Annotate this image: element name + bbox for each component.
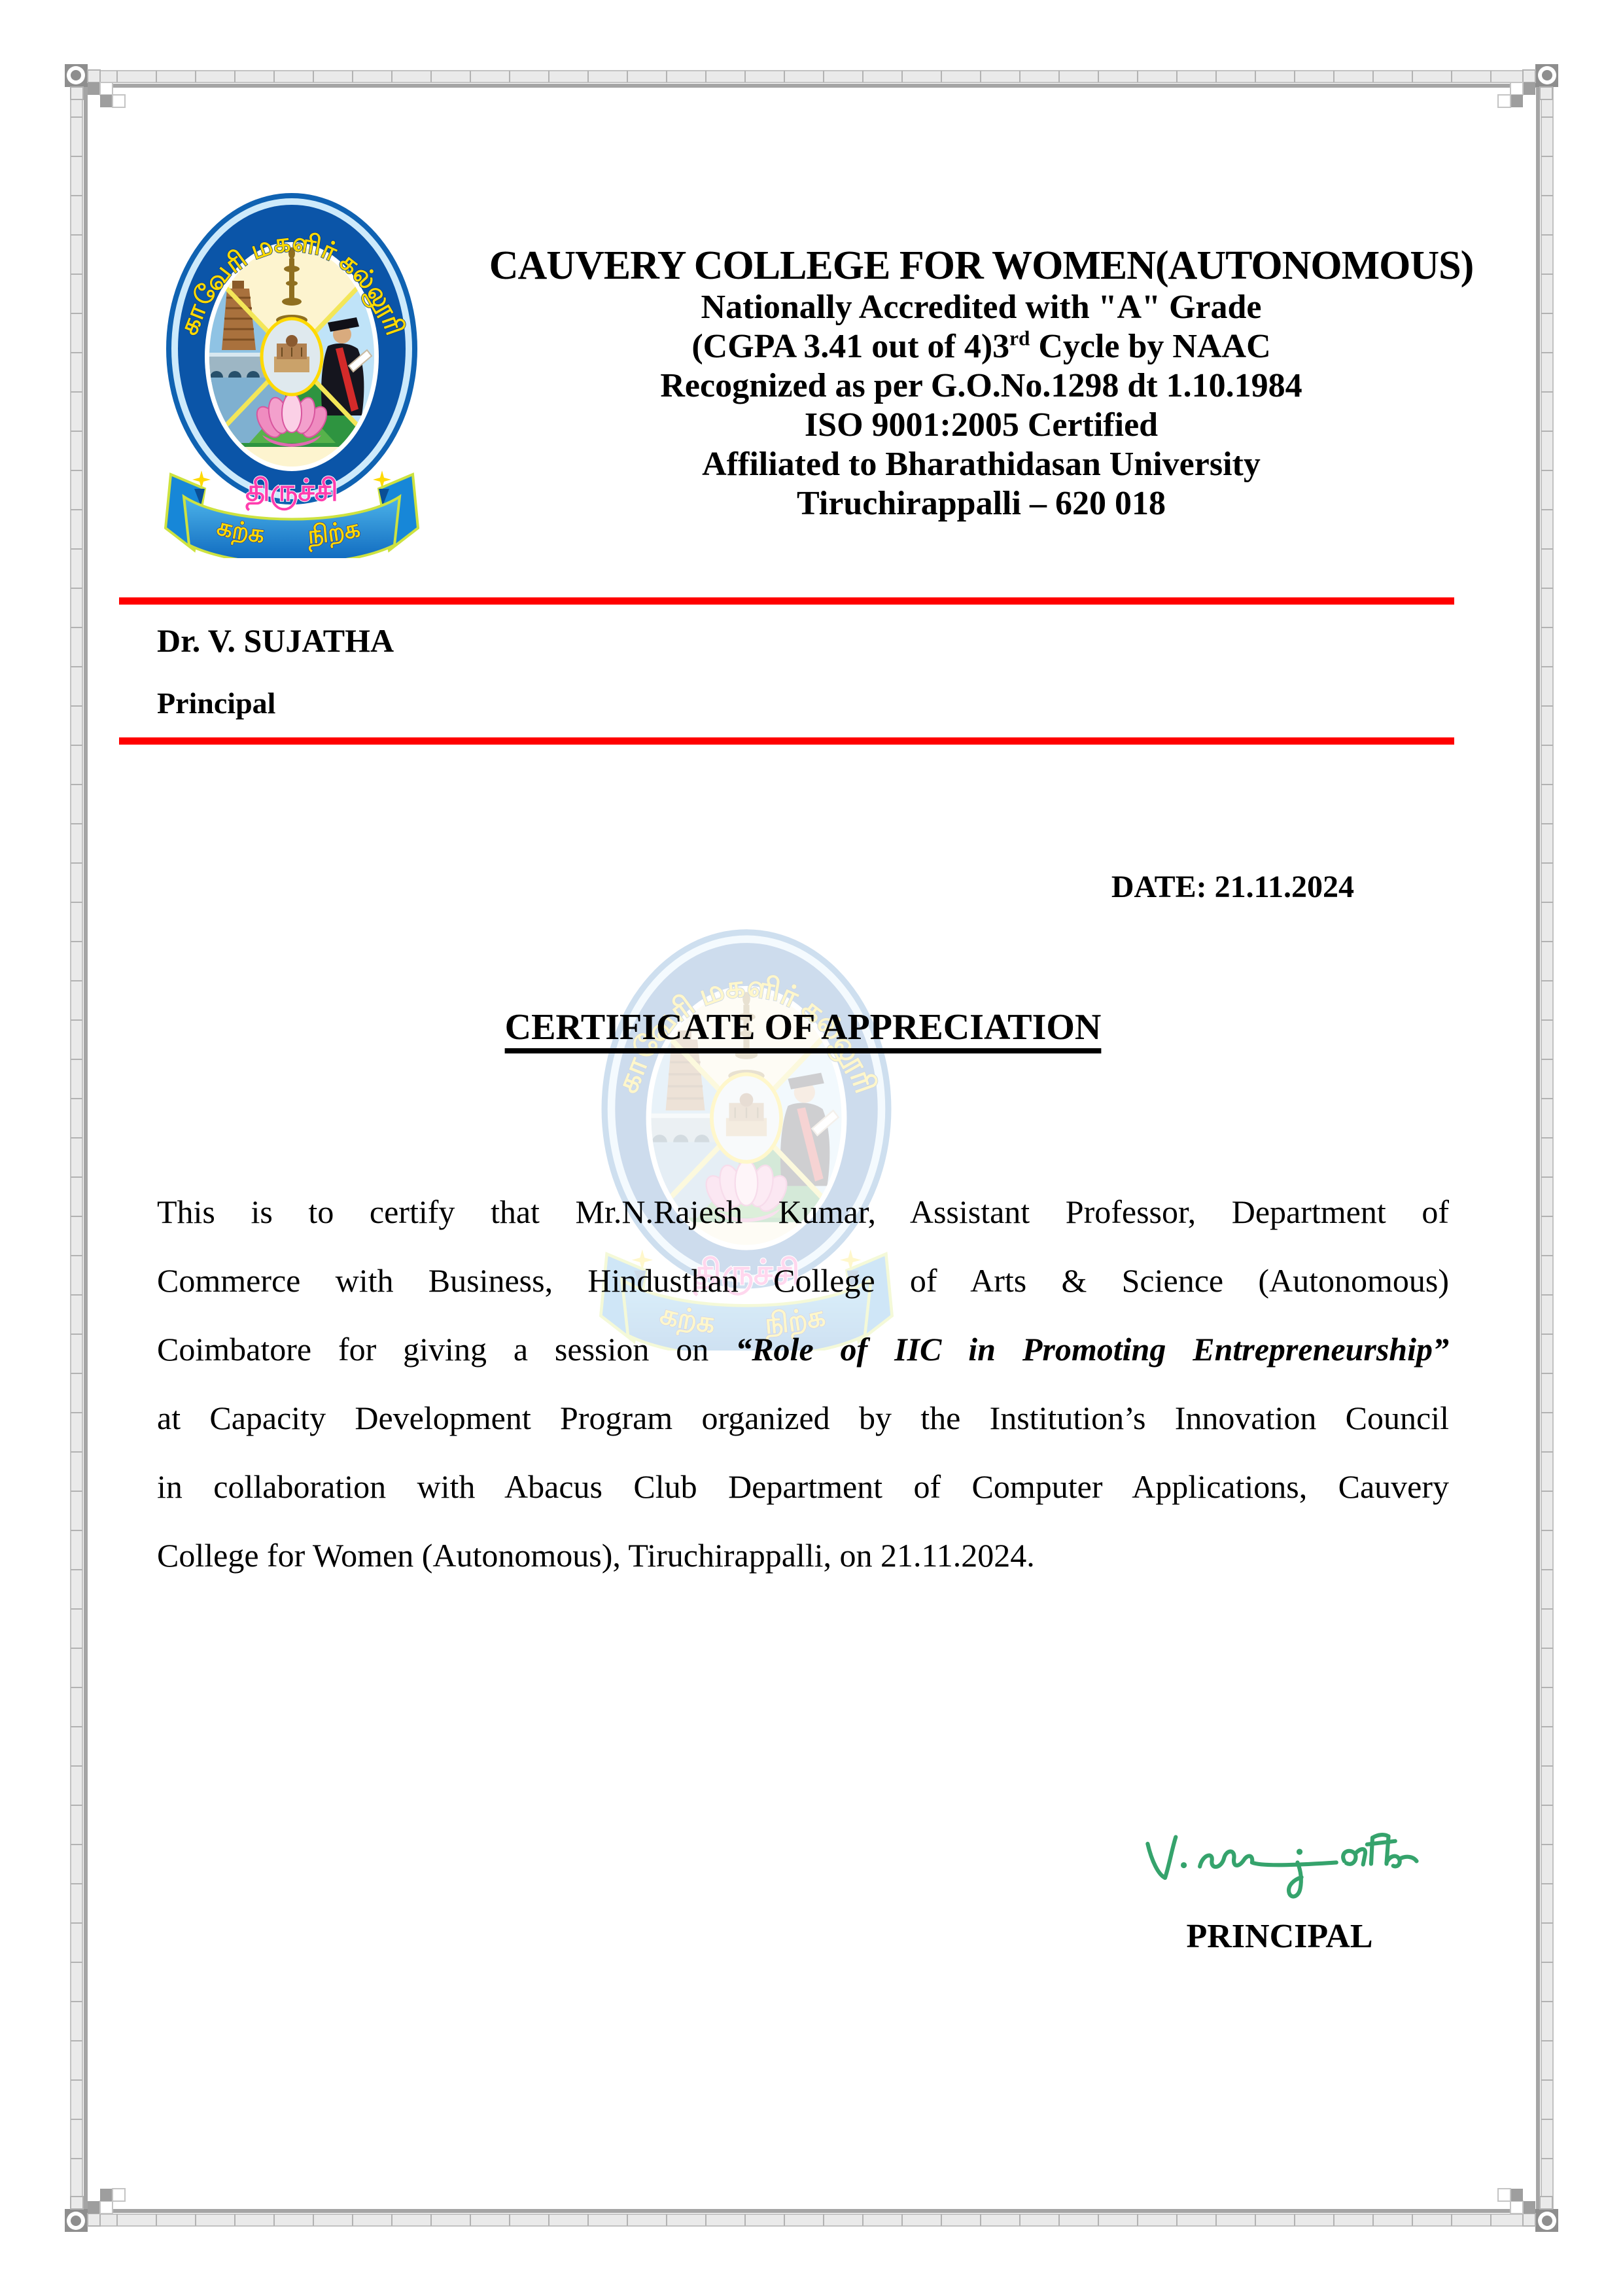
certificate-heading: CERTIFICATE OF APPRECIATION [504, 1007, 1102, 1048]
body-line: Coimbatore for giving a session on “Role of IIC in Promoting Entrepreneurship” [157, 1331, 1449, 1368]
accreditation-line: Nationally Accredited with "A" Grade [701, 289, 1262, 326]
body-line: College for Women (Autonomous), Tiruchirappalli, on 21.11.2024. [157, 1537, 1035, 1574]
red-rule-top [119, 597, 1454, 605]
location-line: Tiruchirappalli – 620 018 [797, 485, 1166, 522]
affiliation-line: Affiliated to Bharathidasan University [702, 446, 1261, 483]
college-emblem-logo [164, 192, 420, 558]
body-line: at Capacity Development Program organized by the Institution’s Innovation Council [157, 1400, 1449, 1436]
iso-line: ISO 9001:2005 Certified [804, 406, 1159, 444]
body-line: in collaboration with Abacus Club Department of Computer Applications, Cauvery [157, 1468, 1449, 1505]
signature-strokes [1147, 1835, 1416, 1896]
body-line: Commerce with Business, Hindusthan College of Arts & Science (Autonomous) [157, 1262, 1449, 1299]
certificate-body [157, 1178, 1449, 1590]
principal-name: Dr. V. SUJATHA [157, 622, 394, 659]
date-line: DATE: 21.11.2024 [1111, 870, 1354, 904]
signature-dot [1181, 1862, 1187, 1867]
body-line: This is to certify that Mr.N.Rajesh Kumar, Assistant Professor, Department of [157, 1193, 1449, 1230]
principal-title: Principal [157, 686, 276, 720]
college-name: CAUVERY COLLEGE FOR WOMEN(AUTONOMOUS) [489, 243, 1474, 288]
recognition-line: Recognized as per G.O.No.1298 dt 1.10.1984 [660, 367, 1302, 404]
principal-signature [1137, 1824, 1431, 1903]
red-rule-bottom [119, 737, 1454, 745]
signature-dot [1297, 1849, 1302, 1854]
cgpa-line: (CGPA 3.41 out of 4)3rd Cycle by NAAC [691, 327, 1271, 365]
letterhead [419, 243, 1544, 523]
ordinal-superscript: rd [1009, 327, 1030, 350]
principal-label: PRINCIPAL [1186, 1918, 1373, 1955]
